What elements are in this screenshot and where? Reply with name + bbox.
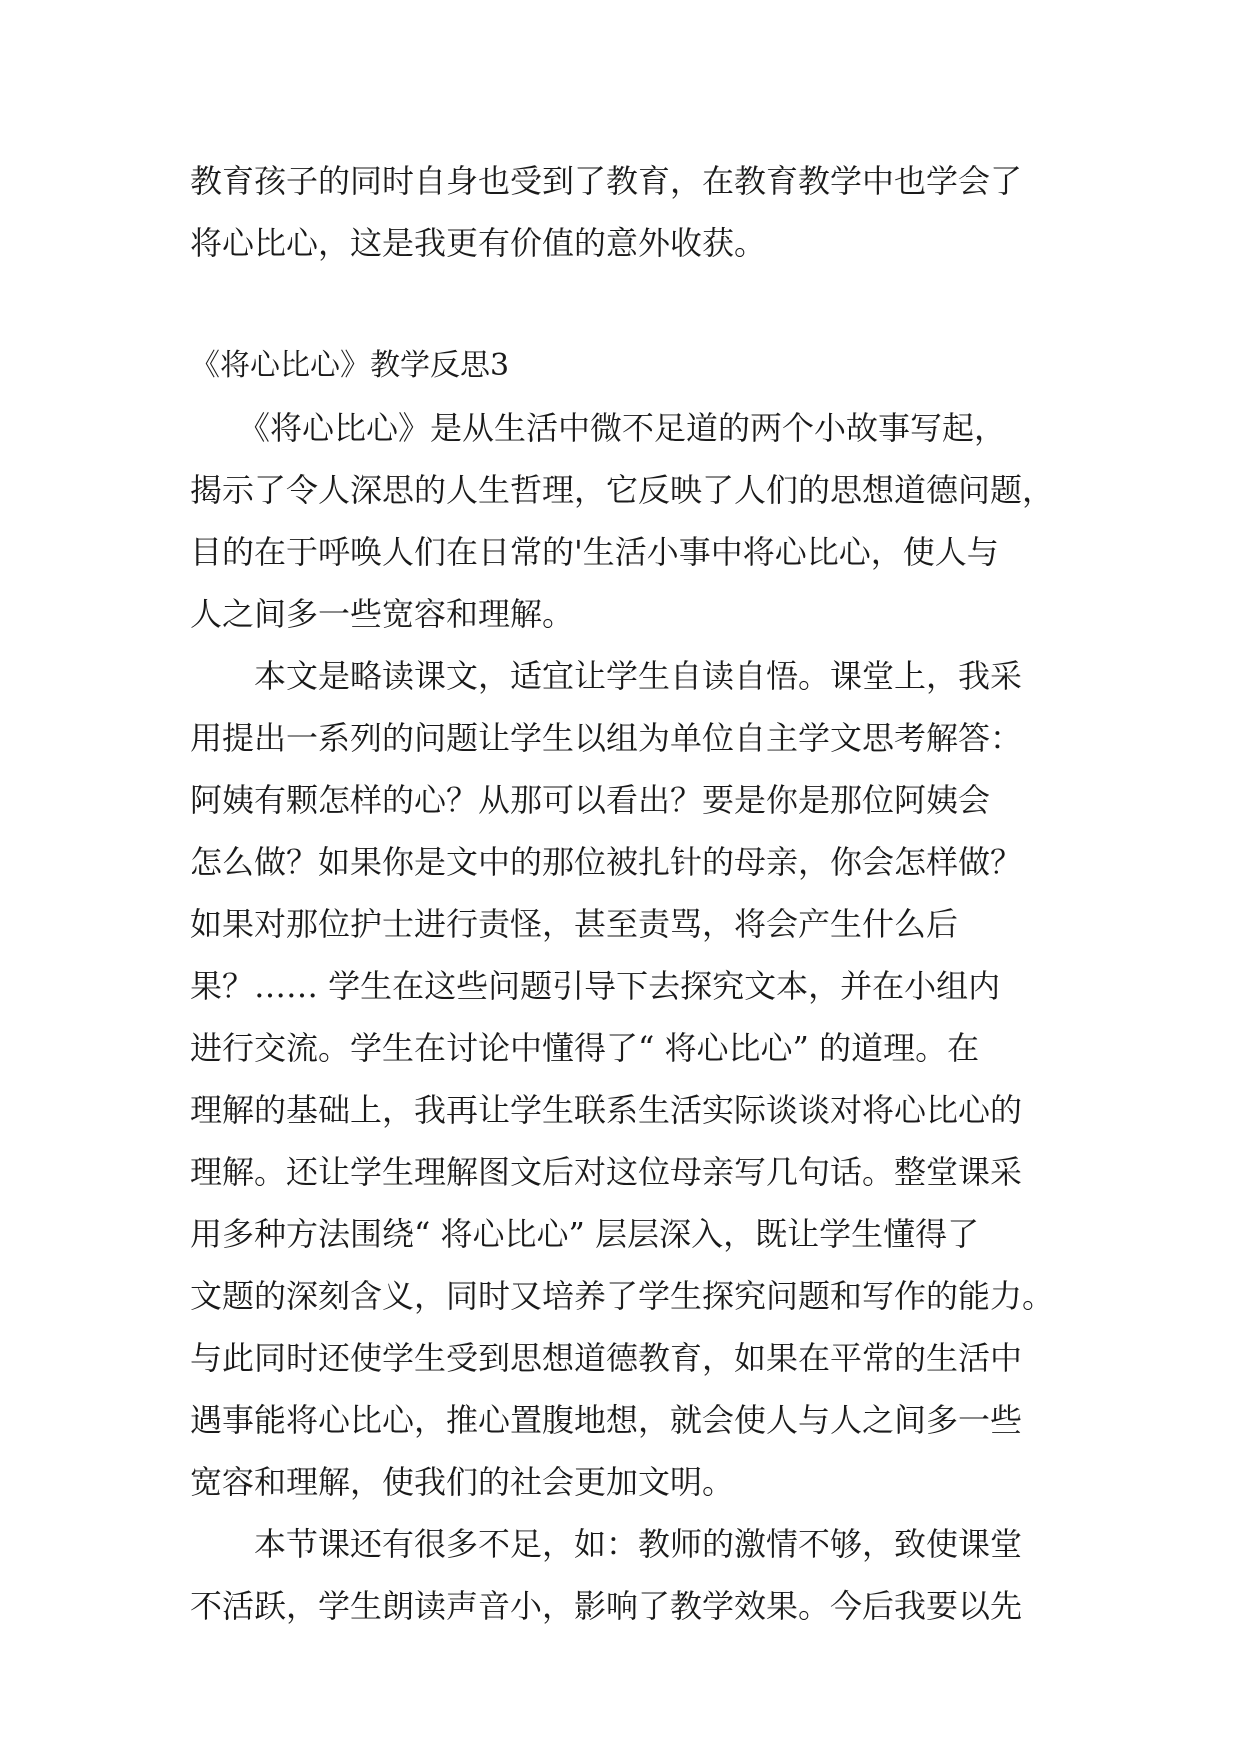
body-text [190,397,1070,1637]
text-line: 与此同时还使学生受到思想道德教育，如果在平常的生活中 [190,1339,1023,1377]
text-line: 本文是略读课文，适宜让学生自读自悟。课堂上，我采 [190,657,1023,695]
text-line: 用提出一系列的问题让学生以组为单位自主学文思考解答： [190,719,1023,757]
intro-paragraph [190,150,1070,274]
text-line: 《将心比心》是从生活中微不足道的两个小故事写起， [190,409,1007,447]
text-line: 文题的深刻含义，同时又培养了学生探究问题和写作的能力。 [190,1277,1055,1315]
text-line: 果？…… 学生在这些问题引导下去探究文本，并在小组内 [190,967,1001,1005]
text-line: 不活跃，学生朗读声音小，影响了教学效果。今后我要以先 [190,1587,1023,1625]
text-line: 宽容和理解，使我们的社会更加文明。 [190,1463,735,1501]
text-line: 阿姨有颗怎样的心？从那可以看出？要是你是那位阿姨会 [190,781,991,819]
text-line: 目的在于呼唤人们在日常的'生活小事中将心比心，使人与 [190,533,999,571]
text-line: 揭示了令人深思的人生哲理，它反映了人们的思想道德问题， [190,471,1055,509]
text-line: 本节课还有很多不足，如：教师的激情不够，致使课堂 [190,1525,1023,1563]
text-line: 遇事能将心比心，推心置腹地想，就会使人与人之间多一些 [190,1401,1023,1439]
section-heading: 《将心比心》教学反思3 [190,348,510,383]
text-line: 怎么做？如果你是文中的那位被扎针的母亲，你会怎样做？ [190,843,1023,881]
text-line: 教育孩子的同时自身也受到了教育，在教育教学中也学会了 [190,162,1023,200]
text-line: 用多种方法围绕“ 将心比心” 层层深入，既让学生懂得了 [190,1215,980,1253]
text-line: 进行交流。学生在讨论中懂得了“ 将心比心” 的道理。在 [190,1029,980,1067]
text-line: 将心比心，这是我更有价值的意外收获。 [190,224,767,262]
text-line: 人之间多一些宽容和理解。 [190,595,575,633]
text-line: 理解。还让学生理解图文后对这位母亲写几句话。整堂课采 [190,1153,1023,1191]
text-line: 理解的基础上，我再让学生联系生活实际谈谈对将心比心的 [190,1091,1023,1129]
text-line: 如果对那位护士进行责怪，甚至责骂，将会产生什么后 [190,905,959,943]
